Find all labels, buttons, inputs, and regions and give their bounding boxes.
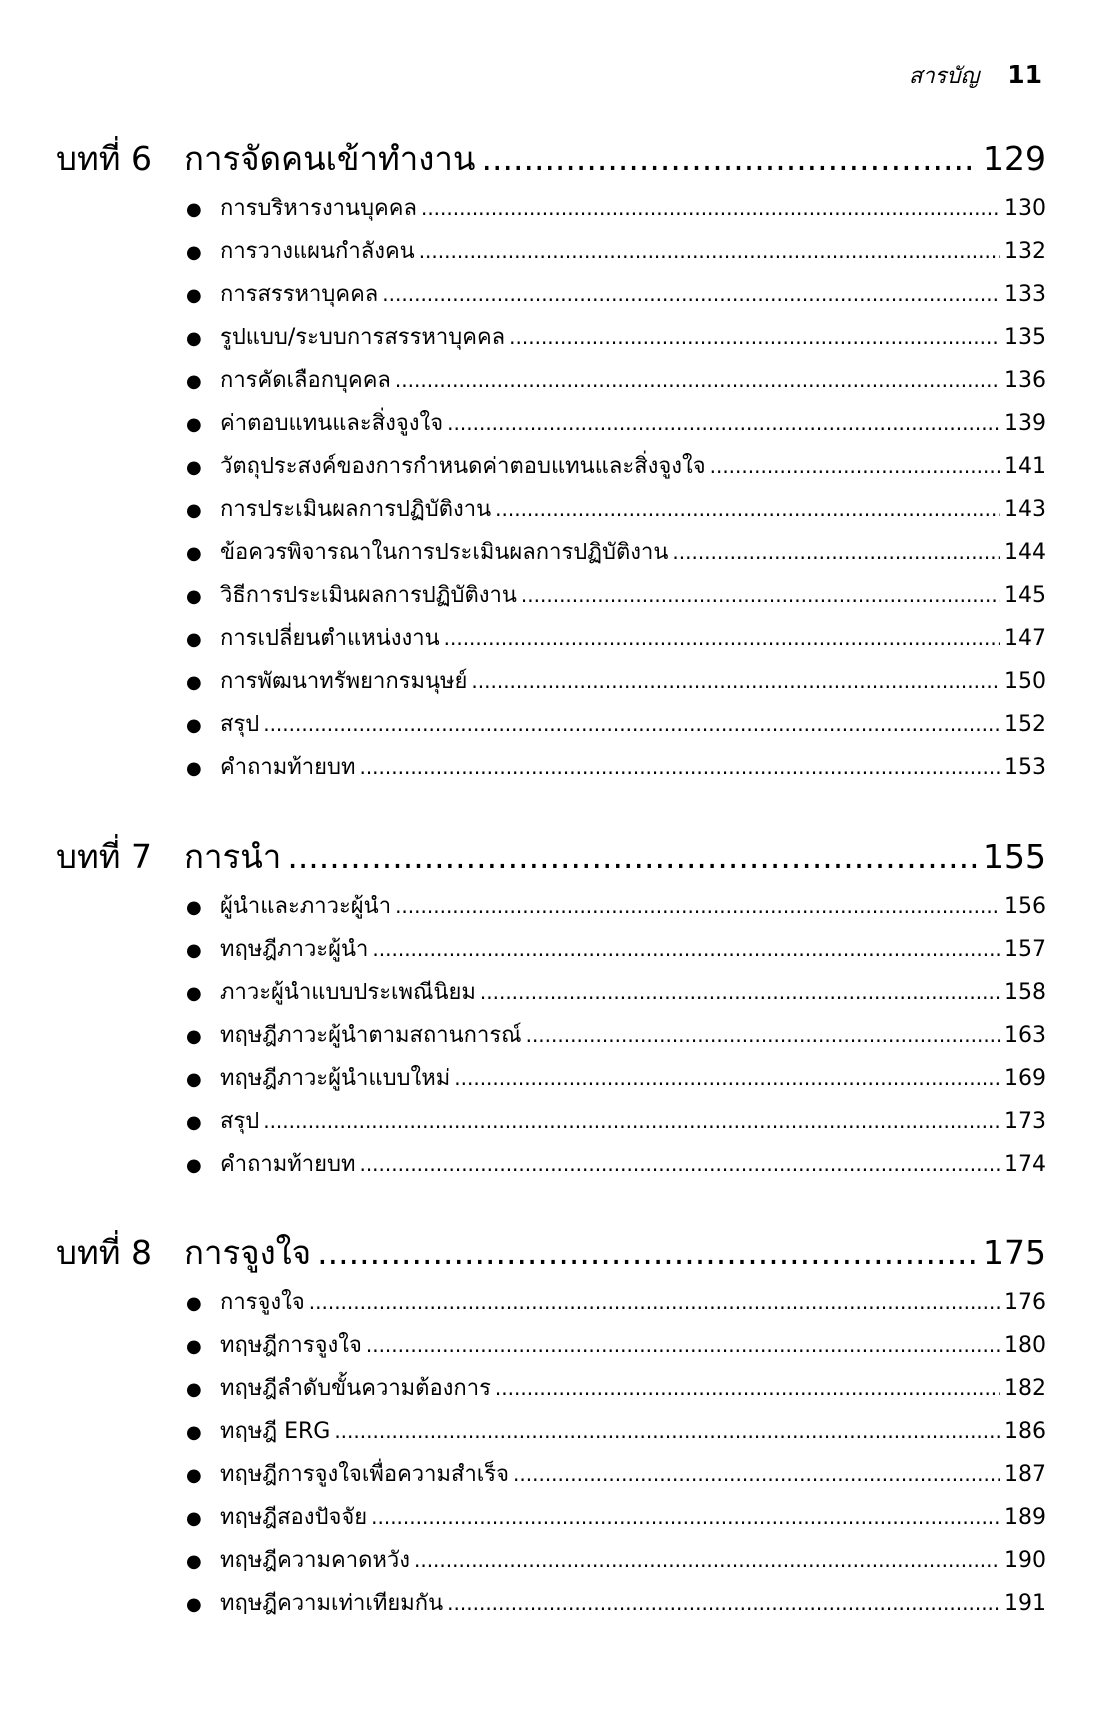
chapter-page-number: 129 — [983, 139, 1046, 178]
toc-entry[interactable] — [56, 1456, 1046, 1499]
entry-page-number: 157 — [1004, 937, 1046, 962]
entry-title: รูปแบบ/ระบบการสรรหาบุคคล — [220, 325, 506, 350]
entry-title: การคัดเลือกบุคคล — [220, 368, 391, 393]
toc-entry[interactable] — [56, 888, 1046, 931]
dot-leader — [366, 1333, 1000, 1357]
dot-leader — [495, 1376, 1000, 1400]
toc-entry[interactable] — [56, 1146, 1046, 1189]
bullet-icon: ● — [186, 1551, 202, 1572]
entry-title: การจูงใจ — [220, 1290, 305, 1315]
toc-entry[interactable] — [56, 1585, 1046, 1628]
toc-entry[interactable] — [56, 1284, 1046, 1327]
entry-page-number: 144 — [1004, 540, 1046, 565]
entry-title: ทฤษฎีความเท่าเทียมกัน — [220, 1591, 444, 1616]
toc-entry[interactable] — [56, 190, 1046, 233]
entry-title: ทฤษฎีการจูงใจเพื่อความสำเร็จ — [220, 1462, 510, 1487]
entry-title: ทฤษฎีสองปัจจัย — [220, 1505, 368, 1530]
bullet-icon: ● — [186, 328, 202, 349]
bullet-icon: ● — [186, 672, 202, 693]
chapter-heading[interactable] — [56, 132, 1046, 182]
toc-entry[interactable] — [56, 620, 1046, 663]
entry-page-number: 191 — [1004, 1591, 1046, 1616]
toc-entry[interactable] — [56, 319, 1046, 362]
toc-entry[interactable] — [56, 1327, 1046, 1370]
entry-page-number: 156 — [1004, 894, 1046, 919]
chapter-title: การนำ — [184, 837, 282, 876]
entry-title: คำถามท้ายบท — [220, 755, 356, 780]
entry-title: ผู้นำและภาวะผู้นำ — [220, 894, 392, 919]
bullet-icon: ● — [186, 1422, 202, 1443]
toc-entry[interactable] — [56, 706, 1046, 749]
chapter-page-number: 175 — [983, 1233, 1046, 1272]
dot-leader — [495, 497, 1000, 521]
bullet-icon: ● — [186, 371, 202, 392]
bullet-icon: ● — [186, 586, 202, 607]
dot-leader — [287, 837, 977, 876]
bullet-icon: ● — [186, 1336, 202, 1357]
entry-page-number: 139 — [1004, 411, 1046, 436]
entry-page-number: 169 — [1004, 1066, 1046, 1091]
dot-leader — [317, 1233, 977, 1272]
dot-leader — [395, 368, 1000, 392]
entry-title: ทฤษฎีลำดับขั้นความต้องการ — [220, 1376, 491, 1401]
entry-page-number: 147 — [1004, 626, 1046, 651]
entry-page-number: 190 — [1004, 1548, 1046, 1573]
entry-page-number: 150 — [1004, 669, 1046, 694]
toc-entry[interactable] — [56, 405, 1046, 448]
bullet-icon: ● — [186, 199, 202, 220]
entry-page-number: 174 — [1004, 1152, 1046, 1177]
entry-title: ภาวะผู้นำแบบประเพณีนิยม — [220, 980, 476, 1005]
entry-title: สรุป — [220, 712, 260, 737]
entry-page-number: 152 — [1004, 712, 1046, 737]
chapter-6 — [56, 132, 1046, 792]
entry-title: การเปลี่ยนตำแหน่งงาน — [220, 626, 440, 651]
dot-leader — [372, 937, 1000, 961]
entry-title: ข้อควรพิจารณาในการประเมินผลการปฏิบัติงาน — [220, 540, 669, 565]
toc-entry[interactable] — [56, 1370, 1046, 1413]
dot-leader — [421, 196, 1000, 220]
entry-title: การพัฒนาทรัพยากรมนุษย์ — [220, 669, 468, 694]
entry-title: การบริหารงานบุคคล — [220, 196, 417, 221]
bullet-icon: ● — [186, 715, 202, 736]
chapter-label: บทที่ 6 — [56, 139, 152, 178]
toc-entry[interactable] — [56, 1499, 1046, 1542]
bullet-icon: ● — [186, 1026, 202, 1047]
entry-title: วิธีการประเมินผลการปฏิบัติงาน — [220, 583, 517, 608]
page-number: 11 — [1007, 60, 1042, 89]
dot-leader — [414, 1548, 1000, 1572]
dot-leader — [513, 1462, 1000, 1486]
chapter-8-entries — [56, 1284, 1046, 1628]
toc-entry[interactable] — [56, 233, 1046, 276]
bullet-icon: ● — [186, 242, 202, 263]
dot-leader — [334, 1419, 1000, 1443]
entry-page-number: 141 — [1004, 454, 1046, 479]
entry-page-number: 145 — [1004, 583, 1046, 608]
toc-entry[interactable] — [56, 577, 1046, 620]
entry-title: ทฤษฎีภาวะผู้นำแบบใหม่ — [220, 1066, 451, 1091]
chapter-7-entries — [56, 888, 1046, 1189]
bullet-icon: ● — [186, 1069, 202, 1090]
bullet-icon: ● — [186, 500, 202, 521]
dot-leader — [509, 325, 1000, 349]
chapter-title: การจูงใจ — [184, 1233, 312, 1272]
dot-leader — [454, 1066, 1000, 1090]
chapter-label: บทที่ 7 — [56, 837, 152, 876]
toc-entry[interactable] — [56, 448, 1046, 491]
chapter-title: การจัดคนเข้าทำงาน — [184, 139, 476, 178]
entry-title: ทฤษฎี ERG — [220, 1419, 331, 1444]
entry-page-number: 180 — [1004, 1333, 1046, 1358]
dot-leader — [672, 540, 1000, 564]
entry-title: สรุป — [220, 1109, 260, 1134]
entry-page-number: 186 — [1004, 1419, 1046, 1444]
chapter-6-entries — [56, 190, 1046, 792]
chapter-label: บทที่ 8 — [56, 1233, 152, 1272]
bullet-icon: ● — [186, 897, 202, 918]
running-title: สารบัญ — [908, 64, 980, 89]
toc-entry[interactable] — [56, 1103, 1046, 1146]
entry-title: ทฤษฎีภาวะผู้นำตามสถานการณ์ — [220, 1023, 522, 1048]
dot-leader — [382, 282, 1000, 306]
entry-page-number: 173 — [1004, 1109, 1046, 1134]
chapter-page-number: 155 — [983, 837, 1046, 876]
dot-leader — [482, 139, 978, 178]
bullet-icon: ● — [186, 414, 202, 435]
entry-title: คำถามท้ายบท — [220, 1152, 356, 1177]
toc-entry[interactable] — [56, 931, 1046, 974]
dot-leader — [371, 1505, 1000, 1529]
entry-page-number: 133 — [1004, 282, 1046, 307]
bullet-icon: ● — [186, 543, 202, 564]
bullet-icon: ● — [186, 285, 202, 306]
bullet-icon: ● — [186, 1508, 202, 1529]
dot-leader — [263, 1109, 1000, 1133]
entry-page-number: 143 — [1004, 497, 1046, 522]
entry-page-number: 189 — [1004, 1505, 1046, 1530]
bullet-icon: ● — [186, 1293, 202, 1314]
toc-entry[interactable] — [56, 663, 1046, 706]
bullet-icon: ● — [186, 457, 202, 478]
running-header — [909, 58, 1042, 93]
dot-leader — [526, 1023, 1000, 1047]
entry-title: ค่าตอบแทนและสิ่งจูงใจ — [220, 411, 444, 436]
bullet-icon: ● — [186, 758, 202, 779]
bullet-icon: ● — [186, 1112, 202, 1133]
entry-title: ทฤษฎีความคาดหวัง — [220, 1548, 410, 1573]
entry-page-number: 153 — [1004, 755, 1046, 780]
dot-leader — [521, 583, 1000, 607]
toc-entry[interactable] — [56, 1413, 1046, 1456]
bullet-icon: ● — [186, 1465, 202, 1486]
dot-leader — [471, 669, 1000, 693]
toc-entry[interactable] — [56, 362, 1046, 405]
toc-entry[interactable] — [56, 1060, 1046, 1103]
dot-leader — [710, 454, 1000, 478]
entry-page-number: 187 — [1004, 1462, 1046, 1487]
dot-leader — [263, 712, 1000, 736]
entry-title: การวางแผนกำลังคน — [220, 239, 415, 264]
toc-entry[interactable] — [56, 749, 1046, 792]
bullet-icon: ● — [186, 1155, 202, 1176]
chapter-heading[interactable] — [56, 830, 1046, 880]
entry-title: ทฤษฎีภาวะผู้นำ — [220, 937, 369, 962]
entry-title: วัตถุประสงค์ของการกำหนดค่าตอบแทนและสิ่งจูงใจ — [220, 454, 706, 479]
bullet-icon: ● — [186, 629, 202, 650]
toc-entry[interactable] — [56, 276, 1046, 319]
dot-leader — [309, 1290, 1000, 1314]
entry-page-number: 182 — [1004, 1376, 1046, 1401]
dot-leader — [447, 411, 1000, 435]
dot-leader — [447, 1591, 1000, 1615]
dot-leader — [359, 755, 1000, 779]
chapter-8 — [56, 1226, 1046, 1628]
dot-leader — [444, 626, 1000, 650]
entry-title: การประเมินผลการปฏิบัติงาน — [220, 497, 492, 522]
entry-page-number: 135 — [1004, 325, 1046, 350]
entry-title: ทฤษฎีการจูงใจ — [220, 1333, 362, 1358]
dot-leader — [359, 1152, 1000, 1176]
dot-leader — [395, 894, 1000, 918]
entry-page-number: 158 — [1004, 980, 1046, 1005]
entry-page-number: 132 — [1004, 239, 1046, 264]
bullet-icon: ● — [186, 983, 202, 1004]
entry-page-number: 176 — [1004, 1290, 1046, 1315]
entry-page-number: 130 — [1004, 196, 1046, 221]
bullet-icon: ● — [186, 1594, 202, 1615]
toc-entry[interactable] — [56, 1017, 1046, 1060]
dot-leader — [419, 239, 1000, 263]
toc-entry[interactable] — [56, 534, 1046, 577]
toc-entry[interactable] — [56, 1542, 1046, 1585]
bullet-icon: ● — [186, 940, 202, 961]
bullet-icon: ● — [186, 1379, 202, 1400]
toc-entry[interactable] — [56, 974, 1046, 1017]
toc-entry[interactable] — [56, 491, 1046, 534]
entry-title: การสรรหาบุคคล — [220, 282, 379, 307]
chapter-7 — [56, 830, 1046, 1189]
entry-page-number: 136 — [1004, 368, 1046, 393]
chapter-heading[interactable] — [56, 1226, 1046, 1276]
entry-page-number: 163 — [1004, 1023, 1046, 1048]
dot-leader — [480, 980, 1000, 1004]
